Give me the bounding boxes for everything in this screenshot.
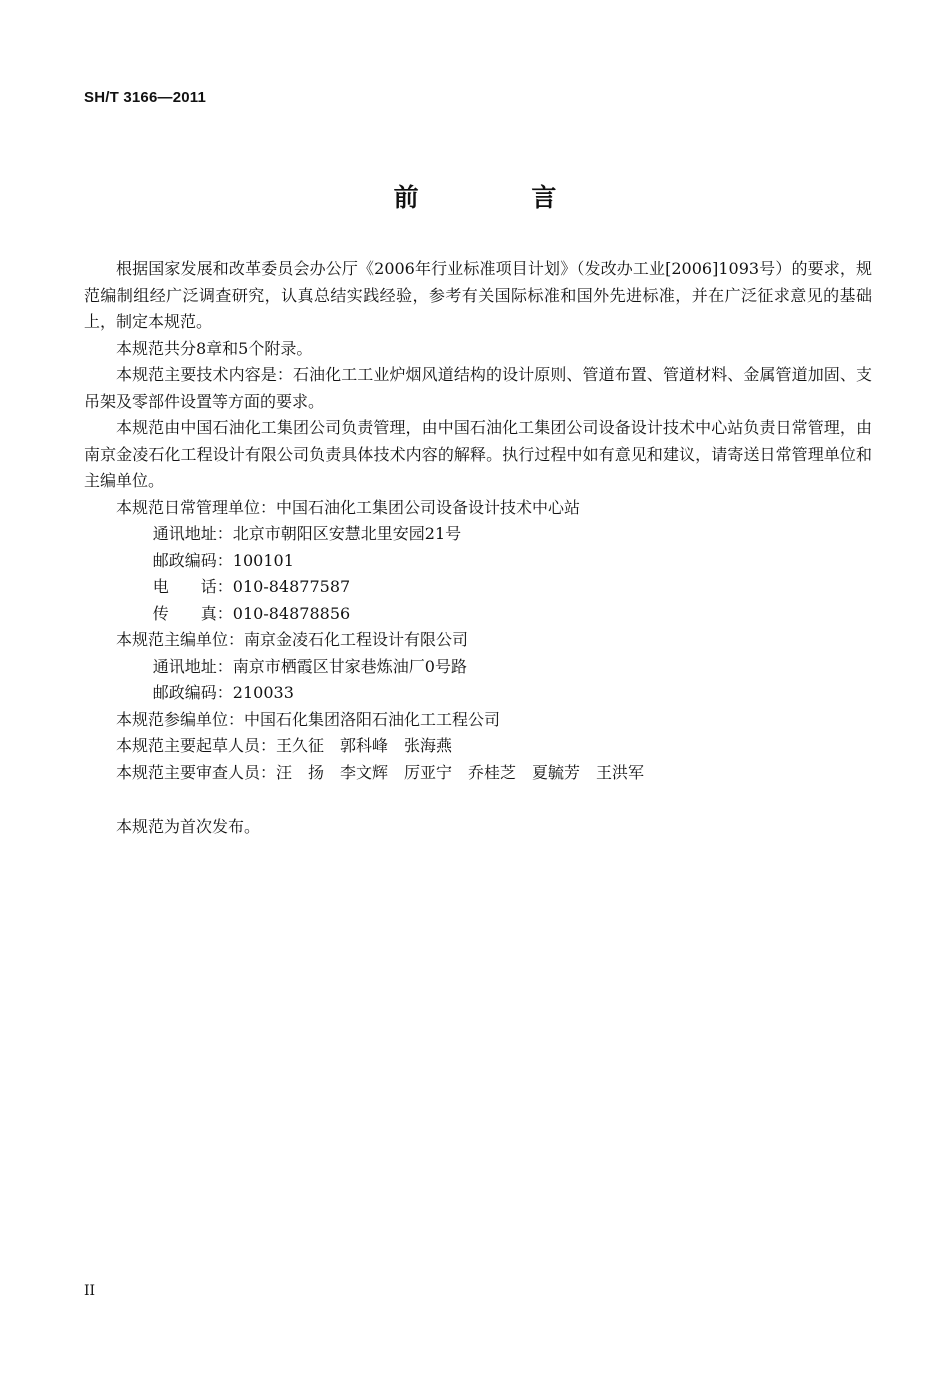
first-release-note: 本规范为首次发布。 (116, 817, 261, 836)
reviewers-list: 本规范主要审查人员：汪 扬 李文辉 厉亚宁 乔桂芝 夏毓芳 王洪军 (116, 762, 645, 782)
chief-editor-unit-address: 通讯地址：南京市栖霞区甘家巷炼油厂0号路 (152, 656, 467, 676)
standard-code: SH/T 3166—2011 (84, 89, 207, 106)
spacer (84, 786, 872, 814)
chief-editor-unit-postcode: 邮政编码：210033 (152, 683, 294, 702)
foreword-paragraph: 本规范由中国石油化工集团公司负责管理，由中国石油化工集团公司设备设计技术中心站负责日常管理，由南京金凌石化工程设计有限公司负责具体技术内容的解释。执行过程中如有意见和建议，请寄送日常管理单位和主编单位。 (84, 418, 872, 490)
management-unit-fax: 传 真：010-84878856 (152, 603, 351, 623)
management-unit-label: 本规范日常管理单位：中国石油化工集团公司设备设计技术中心站 (116, 497, 581, 517)
page-title: 前 言 (393, 183, 609, 212)
foreword-paragraph: 本规范主要技术内容是：石油化工工业炉烟风道结构的设计原则、管道布置、管道材料、金属管道加固、支吊架及零部件设置等方面的要求。 (84, 365, 872, 411)
drafters-list: 本规范主要起草人员：王久征 郭科峰 张海燕 (116, 736, 453, 755)
foreword-paragraph: 本规范共分8章和5个附录。 (116, 338, 313, 358)
foreword-paragraph: 根据国家发展和改革委员会办公厅《2006年行业标准项目计划》（发改办工业[2006]1093号）的要求，规范编制组经广泛调查研究，认真总结实践经验，参考有关国际标准和国外先进标准，并在广泛征求意见的基础上，制定本规范。 (84, 259, 872, 331)
foreword-body (84, 256, 872, 841)
chief-editor-unit-label: 本规范主编单位：南京金凌石化工程设计有限公司 (116, 630, 469, 649)
management-unit-postcode: 邮政编码：100101 (152, 550, 294, 570)
management-unit-phone: 电 话：010-84877587 (152, 577, 351, 596)
management-unit-address: 通讯地址：北京市朝阳区安慧北里安园21号 (152, 524, 462, 543)
page-number: II (84, 1283, 96, 1299)
participating-unit: 本规范参编单位：中国石化集团洛阳石油化工工程公司 (116, 709, 501, 729)
